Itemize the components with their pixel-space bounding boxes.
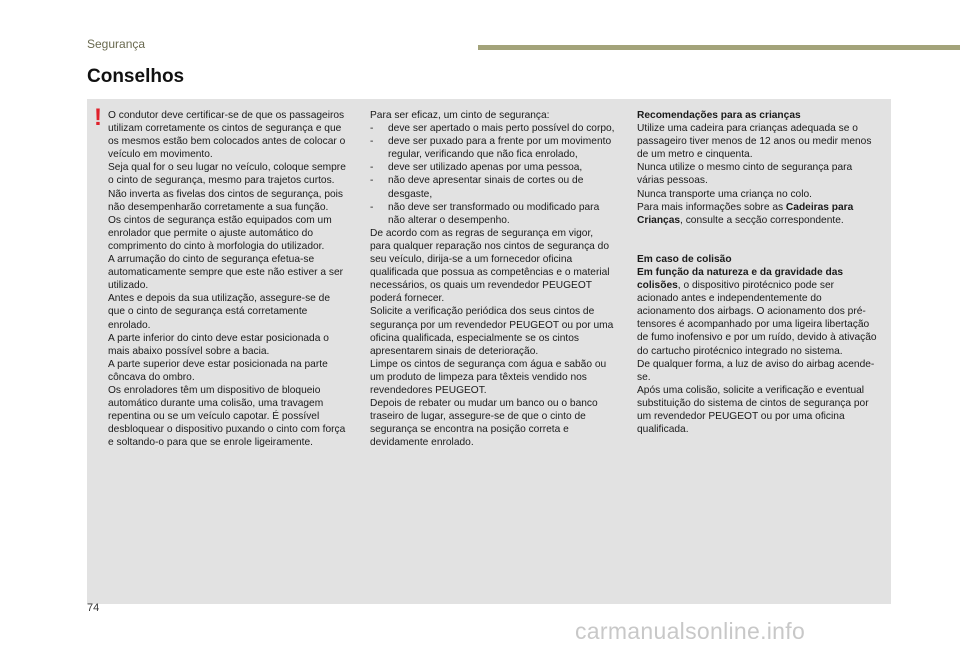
section-label: Segurança: [87, 37, 146, 51]
warning-icon: !: [94, 104, 102, 131]
children-heading: Recomendações para as crianças: [637, 110, 801, 121]
paragraph: Nunca transporte uma criança no colo.: [637, 188, 812, 200]
list-item: [370, 122, 615, 135]
collision-heading: Em caso de colisão: [637, 253, 732, 265]
list-item-text: deve ser puxado para a frente por um movimento regular, verificando que não fica enrolado,: [388, 136, 612, 161]
dash-bullet: -: [370, 162, 374, 174]
list-item: [370, 174, 615, 200]
list-item-text: não deve ser transformado ou modificado para não alterar o desempenho.: [388, 201, 600, 226]
paragraph: Antes e depois da sua utilização, assegure-se de que o cinto de segurança está corretamente enrolado.: [108, 293, 331, 331]
list-item: [370, 161, 615, 174]
paragraph: Seja qual for o seu lugar no veículo, coloque sempre o cinto de segurança, mesmo para trajetos curtos.: [108, 162, 346, 187]
dash-bullet: -: [370, 175, 374, 187]
list-item-text: não deve apresentar sinais de cortes ou de desgaste,: [388, 175, 584, 200]
child-seats-link-text: Cadeiras para Crianças: [637, 201, 854, 226]
paragraph: A parte inferior do cinto deve estar posicionada o mais abaixo possível sobre a bacia.: [108, 332, 329, 357]
paragraph: Solicite a verificação periódica dos seus cintos de segurança por um revendedor PEUGEOT ou por uma oficina qualificada, especialmente se os cintos apresentarem sinais de deterioração.: [370, 306, 614, 357]
dash-bullet: -: [370, 201, 374, 213]
header-bar: [478, 45, 960, 50]
list-item-text: deve ser apertado o mais perto possível do corpo,: [388, 123, 615, 135]
paragraph: Nunca utilize o mesmo cinto de segurança para várias pessoas.: [637, 162, 853, 187]
paragraph: Os enroladores têm um dispositivo de bloqueio automático durante uma colisão, uma travagem repentina ou se um veículo capotar. É possível desbloquear o dispositivo puxando o cinto com força e soltando-o para que se enrole ligeiramente.: [108, 384, 346, 449]
collision-paragraph: [637, 266, 877, 358]
paragraph: A parte superior deve estar posicionada na parte côncava do ombro.: [108, 358, 328, 383]
paragraph: Após uma colisão, solicite a verificação e eventual substituição do sistema de cintos de segurança por um revendedor PEUGEOT ou por uma oficina qualificada.: [637, 384, 869, 436]
list-intro: Para ser eficaz, um cinto de segurança:: [370, 110, 550, 121]
list-item: [370, 201, 615, 227]
collision-text: , o dispositivo pirotécnico pode ser acionado antes e independentemente do acionamento dos airbags. O acionamento dos pré-tensores é acompanhado por uma ligeira libertação de fumo inofensivo e por um ruído, devido à ativação do cartucho pirotécnico integrado no sistema.: [637, 280, 877, 357]
collision-subheading: Em função da natureza e da gravidade das colisões: [637, 266, 844, 292]
column-left: [108, 109, 348, 449]
column-right: [637, 109, 877, 436]
column-middle: [370, 109, 615, 449]
info-suffix: , consulte a secção correspondente.: [680, 214, 844, 226]
dash-bullet: -: [370, 123, 374, 135]
dash-bullet: -: [370, 136, 374, 148]
list-item: [370, 135, 615, 161]
page-number: 74: [87, 602, 100, 614]
paragraph: De qualquer forma, a luz de aviso do airbag acende-se.: [637, 358, 875, 383]
list-item-text: deve ser utilizado apenas por uma pessoa,: [388, 162, 583, 174]
info-paragraph: [637, 201, 877, 227]
paragraph: Limpe os cintos de segurança com água e sabão ou um produto de limpeza para têxteis vendido nos revendedores PEUGEOT.: [370, 358, 607, 396]
paragraph: Utilize uma cadeira para crianças adequada se o passageiro tiver menos de 12 anos ou medir menos de um metro e cinquenta.: [637, 123, 872, 161]
paragraph: Os cintos de segurança estão equipados com um enrolador que permite o ajuste automático do comprimento do cinto à morfologia do utilizador.: [108, 214, 332, 252]
spacer: [637, 227, 877, 253]
page-title: Conselhos: [87, 66, 185, 87]
paragraph: Não inverta as fivelas dos cintos de segurança, pois não desempenharão corretamente a sua função.: [108, 188, 344, 213]
paragraph: Depois de rebater ou mudar um banco ou o banco traseiro de lugar, assegure-se de que o cinto de segurança se encontra na posição correta e devidamente enrolado.: [370, 398, 598, 449]
paragraph: De acordo com as regras de segurança em vigor, para qualquer reparação nos cintos de segurança do seu veículo, dirija-se a um fornecedor oficina qualificada que possua as competências e o material necessários, os quais um revendedor PEUGEOT poderá fornecer.: [370, 227, 610, 305]
paragraph: A arrumação do cinto de segurança efetua-se automaticamente sempre que este não estiver a ser utilizado.: [108, 254, 344, 292]
paragraph: O condutor deve certificar-se de que os passageiros utilizam corretamente os cintos de segurança e que os mesmos estão bem colocados antes de colocar o veículo em movimento.: [108, 110, 346, 161]
info-prefix: Para mais informações sobre as: [637, 201, 786, 213]
watermark: carmanualsonline.info: [575, 618, 806, 644]
